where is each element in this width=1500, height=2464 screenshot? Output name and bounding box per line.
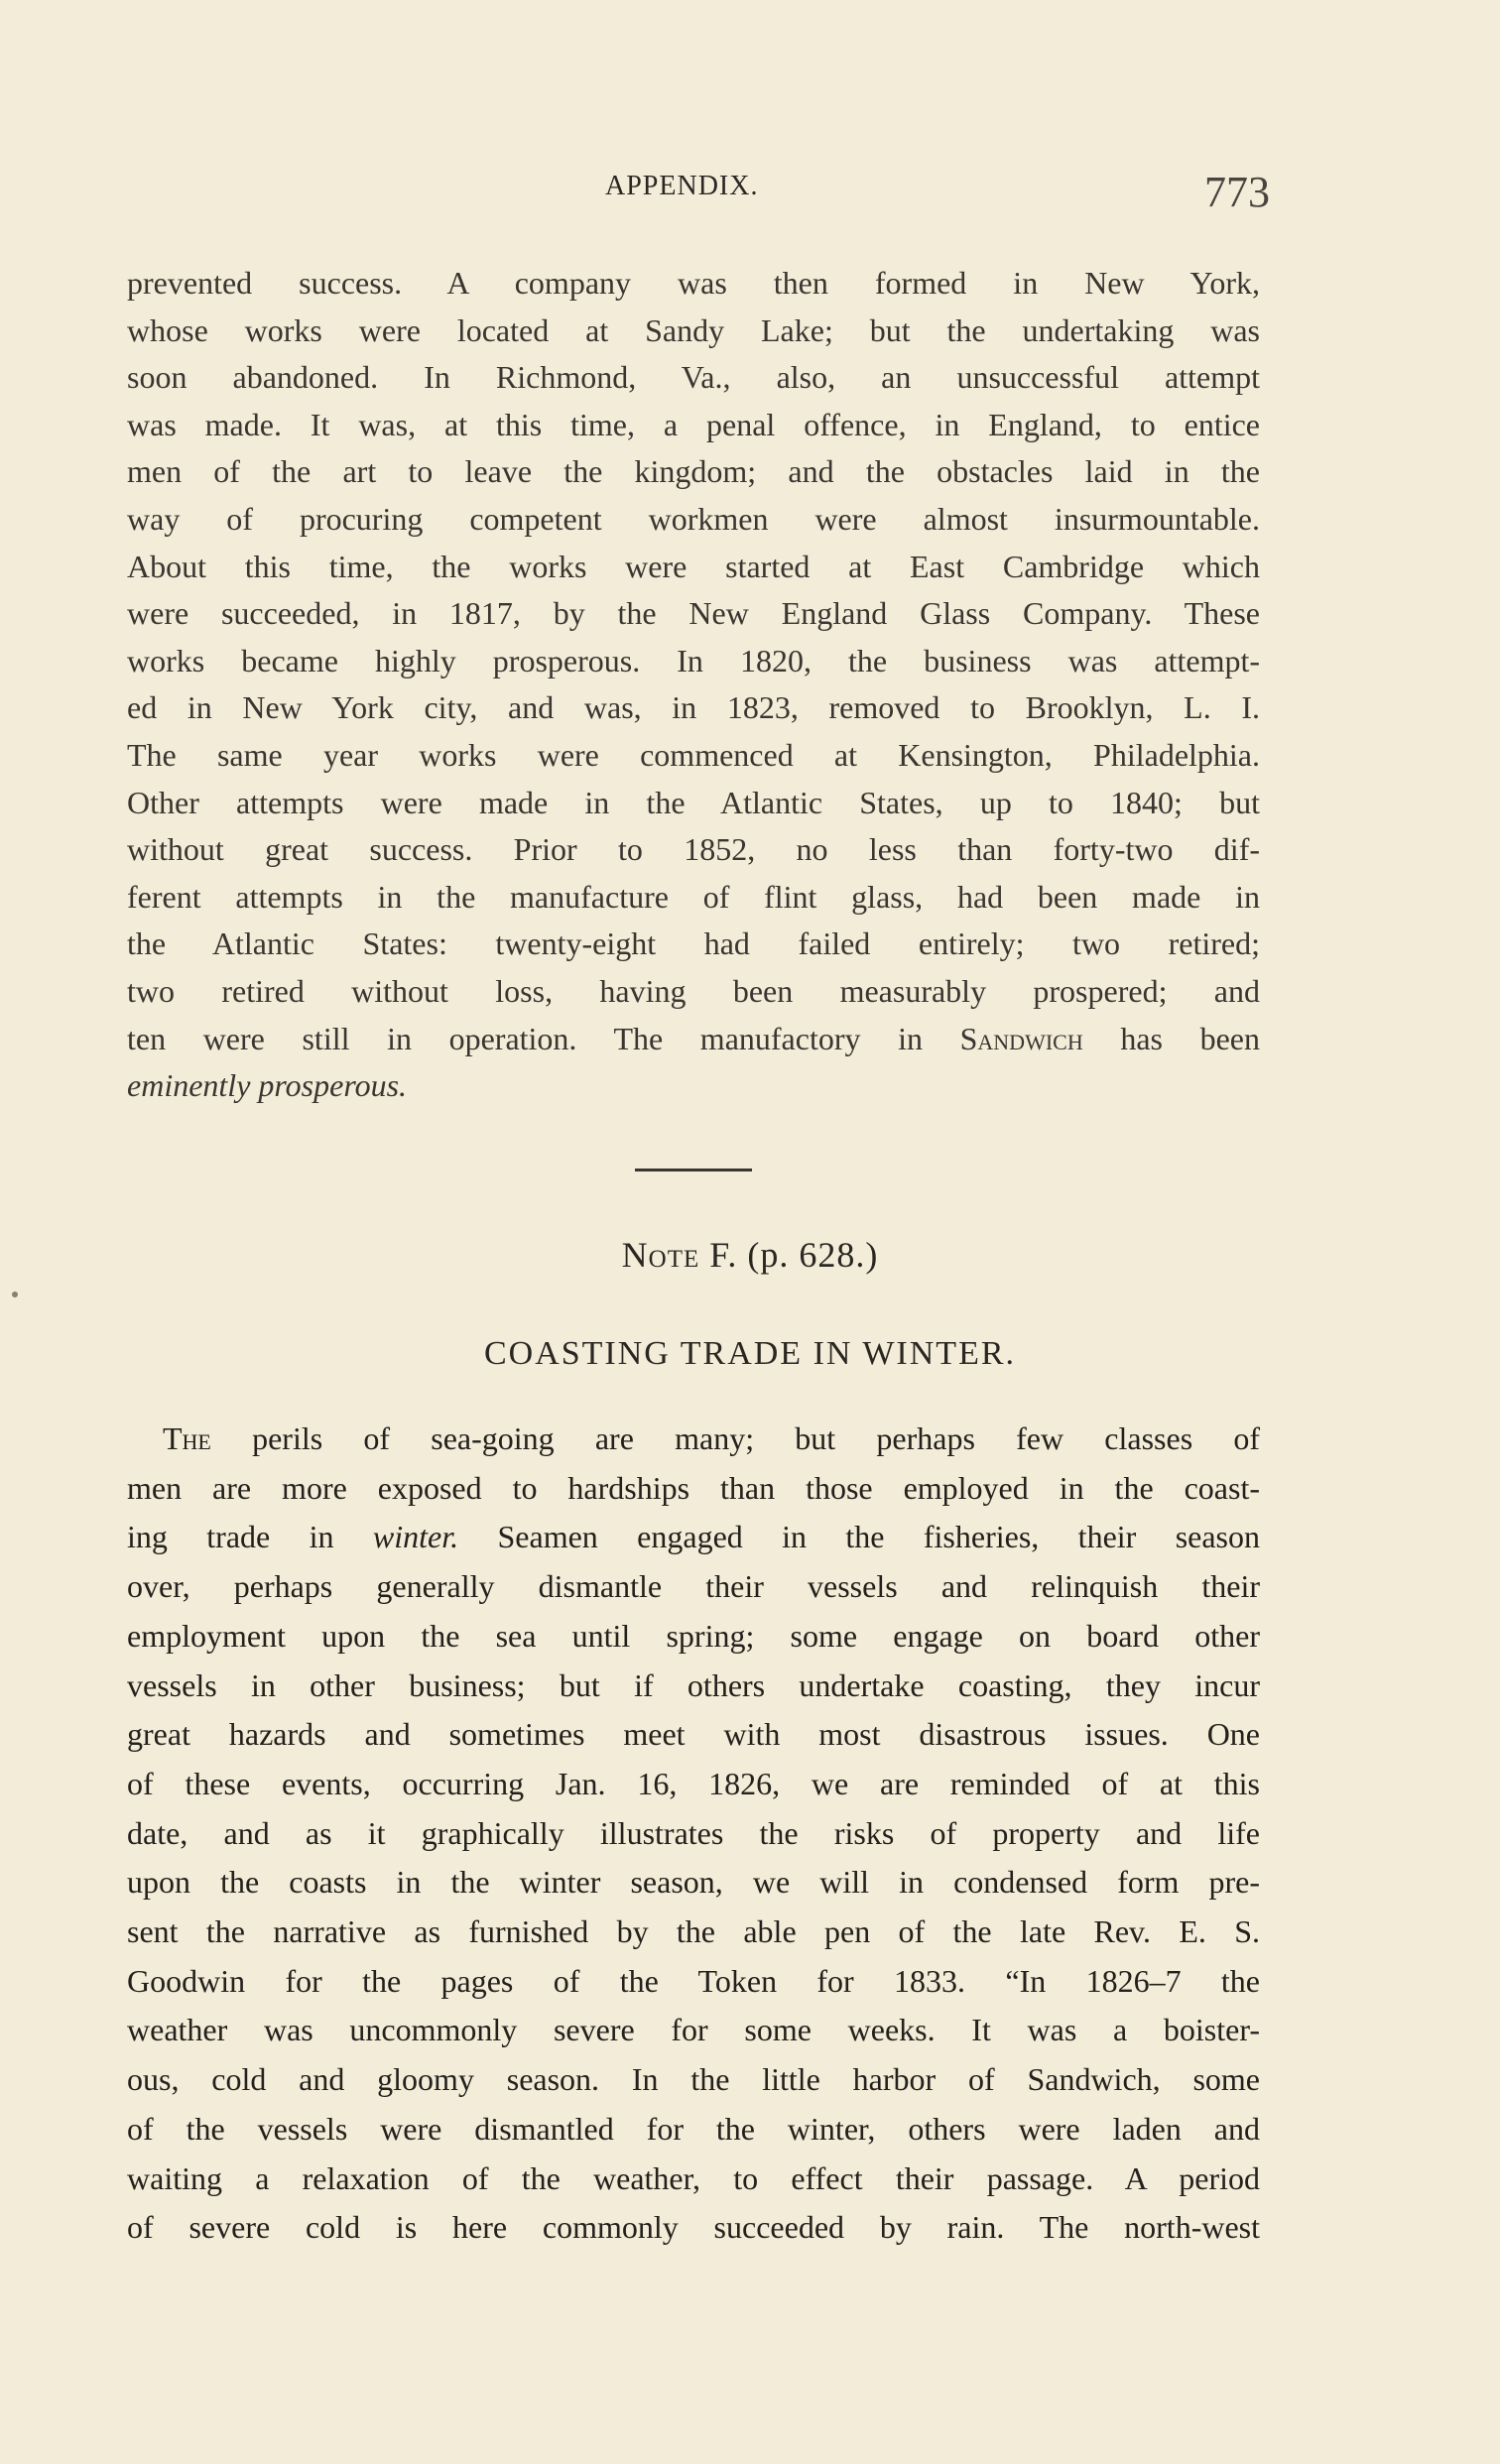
paragraph-glass-manufacture	[127, 260, 1260, 1110]
section-divider	[635, 1169, 752, 1171]
text-line: ferent attempts in the manufacture of flint glass, had been made in	[127, 878, 1260, 915]
text-line: upon the coasts in the winter season, we will in condensed form pre-	[127, 1864, 1260, 1901]
text-line: prevented success. A company was then formed in New York,	[127, 265, 1260, 301]
paragraph-coasting-trade	[127, 1415, 1260, 2253]
text-line: two retired without loss, having been measurably prospered; and	[127, 972, 1260, 1009]
text-line: employment upon the sea until spring; some engage on board other	[127, 1617, 1260, 1654]
text-line	[127, 1513, 1260, 1562]
italic-phrase: eminently prosperous.	[127, 1067, 408, 1104]
text-line	[127, 1016, 1260, 1063]
text-line: without great success. Prior to 1852, no less than forty-two dif-	[127, 831, 1260, 868]
text-line: the Atlantic States: twenty-eight had failed entirely; two retired;	[127, 925, 1260, 962]
text-segment: ten were still in operation. The manufactory in	[127, 1020, 960, 1056]
note-heading	[0, 1234, 1500, 1276]
text-line: sent the narrative as furnished by the able pen of the late Rev. E. S.	[127, 1913, 1260, 1950]
italic-word: winter.	[372, 1519, 459, 1555]
text-line: date, and as it graphically illustrates the risks of property and life	[127, 1814, 1260, 1851]
text-line: was made. It was, at this time, a penal offence, in England, to entice	[127, 406, 1260, 442]
place-name-smallcaps: Sandwich	[959, 1020, 1083, 1056]
text-line: of severe cold is here commonly succeeded by rain. The north-west	[127, 2209, 1260, 2246]
text-line: vessels in other business; but if others undertake coasting, they incur	[127, 1666, 1260, 1703]
text-line: ous, cold and gloomy season. In the little harbor of Sandwich, some	[127, 2061, 1260, 2098]
text-line: whose works were located at Sandy Lake; but the undertaking was	[127, 311, 1260, 348]
text-segment: ing trade in	[127, 1519, 373, 1555]
text-line: of these events, occurring Jan. 16, 1826, we are reminded of at this	[127, 1765, 1260, 1801]
text-line: over, perhaps generally dismantle their vessels and relinquish their	[127, 1568, 1260, 1605]
margin-mark	[12, 1292, 18, 1297]
text-line: were succeeded, in 1817, by the New England Glass Company. These	[127, 595, 1260, 632]
text-line	[127, 1415, 1260, 1464]
text-line: men are more exposed to hardships than those employed in the coast-	[127, 1469, 1260, 1506]
page-header	[129, 167, 1270, 216]
section-title: COASTING TRADE IN WINTER.	[483, 1335, 1017, 1372]
text-line: works became highly prosperous. In 1820, the business was attempt-	[127, 642, 1260, 678]
text-line: weather was uncommonly severe for some weeks. It was a boister-	[127, 2012, 1260, 2048]
note-label: Note F.	[621, 1235, 738, 1275]
text-line: of the vessels were dismantled for the winter, others were laden and	[127, 2110, 1260, 2147]
text-line: Goodwin for the pages of the Token for 1833. “In 1826–7 the	[127, 1962, 1260, 1999]
text-line: ed in New York city, and was, in 1823, removed to Brooklyn, L. I.	[127, 689, 1260, 726]
text-segment: Seamen engaged in the fisheries, their season	[458, 1519, 1261, 1555]
text-line: way of procuring competent workmen were almost insurmountable.	[127, 500, 1260, 537]
note-page-ref: (p. 628.)	[737, 1235, 879, 1275]
text-line: waiting a relaxation of the weather, to effect their passage. A period	[127, 2159, 1260, 2196]
text-line: The same year works were commenced at Kensington, Philadelphia.	[127, 736, 1260, 773]
text-line: soon abandoned. In Richmond, Va., also, an unsuccessful attempt	[127, 359, 1260, 396]
text-line: men of the art to leave the kingdom; and the obstacles laid in the	[127, 453, 1260, 490]
text-line: Other attempts were made in the Atlantic States, up to 1840; but	[127, 784, 1260, 820]
running-head: APPENDIX.	[605, 171, 759, 201]
text-segment: has been	[1082, 1020, 1261, 1056]
page-number: 773	[1204, 168, 1270, 216]
text-segment: perils of sea-going are many; but perhaps few classes of	[210, 1420, 1260, 1456]
text-line: great hazards and sometimes meet with most disastrous issues. One	[127, 1716, 1260, 1753]
text-line: About this time, the works were started at East Cambridge which	[127, 548, 1260, 584]
text-line	[127, 1062, 1260, 1110]
opening-word-smallcaps: The	[163, 1420, 211, 1456]
